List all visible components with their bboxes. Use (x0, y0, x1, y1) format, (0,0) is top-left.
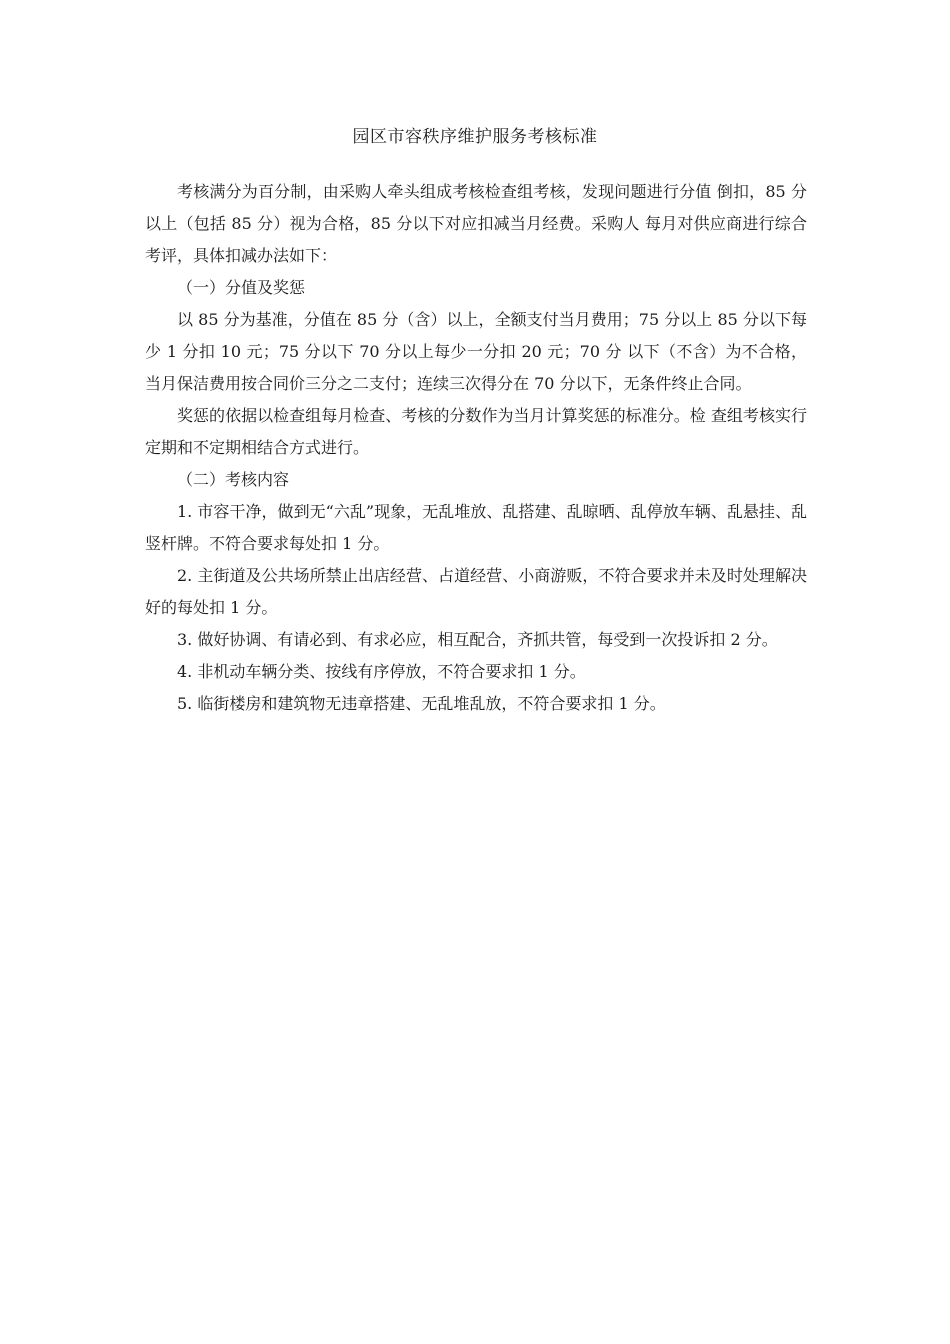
reward-basis-paragraph: 奖惩的依据以检查组每月检查、考核的分数作为当月计算奖惩的标准分。检 查组考核实行定期和不定期相结合方式进行。 (145, 406, 807, 457)
scoring-paragraph: 以 85 分为基准，分值在 85 分（含）以上，全额支付当月费用；75 分以上 85 分以下每少 1 分扣 10 元；75 分以下 70 分以上每少一分扣 20 元；70 分 以下（不含）为不合格，当月保洁费用按合同价三分之二支付；连续三次得分在 70 分以下，无条件终止合同。 (145, 310, 807, 393)
criteria-item-1: 1. 市容干净，做到无“六乱”现象，无乱堆放、乱搭建、乱晾晒、乱停放车辆、乱悬挂、乱竖杆牌。不符合要求每处扣 1 分。 (145, 502, 807, 553)
intro-paragraph: 考核满分为百分制，由采购人牵头组成考核检查组考核，发现问题进行分值 倒扣，85 分以上（包括 85 分）视为合格，85 分以下对应扣减当月经费。采购人 每月对供应商进行综合考评，具体扣减办法如下： (145, 182, 807, 265)
document-body (145, 176, 807, 720)
section-heading-content: （二）考核内容 (177, 470, 290, 489)
document-title: 园区市容秩序维护服务考核标准 (352, 127, 598, 147)
criteria-item-2: 2. 主街道及公共场所禁止出店经营、占道经营、小商游贩，不符合要求并未及时处理解决好的每处扣 1 分。 (145, 566, 807, 617)
criteria-item-5: 5. 临街楼房和建筑物无违章搭建、无乱堆乱放，不符合要求扣 1 分。 (177, 694, 666, 713)
criteria-item-3: 3. 做好协调、有请必到、有求必应，相互配合，齐抓共管，每受到一次投诉扣 2 分。 (177, 630, 778, 649)
section-heading-scoring: （一）分值及奖惩 (177, 278, 306, 297)
criteria-item-4: 4. 非机动车辆分类、按线有序停放，不符合要求扣 1 分。 (177, 662, 586, 681)
